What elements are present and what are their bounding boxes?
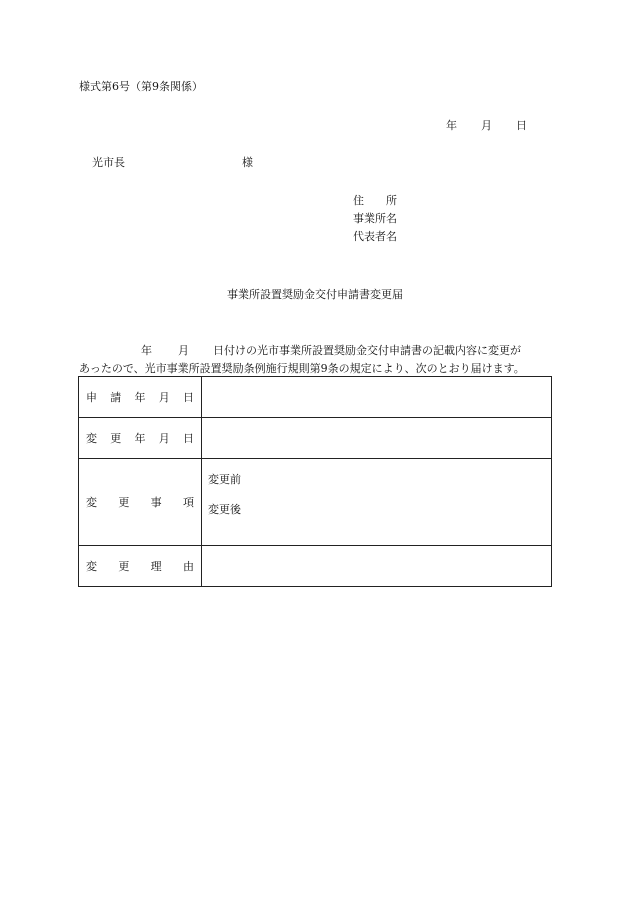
label-char: 月 (158, 432, 170, 445)
date-day: 日 (516, 119, 527, 132)
address-label-char: 所 (386, 194, 397, 207)
table-row-change-date (79, 418, 552, 459)
label-char: 年 (134, 391, 146, 404)
body-paragraph (79, 342, 553, 378)
change-form-table (78, 376, 552, 587)
label-char: 由 (182, 560, 194, 573)
label-char: 日 (183, 391, 194, 404)
body-month: 月 (178, 344, 189, 357)
before-change-label: 変更前 (208, 473, 241, 486)
table-row-change-reason (79, 546, 552, 587)
addressee-honorific: 様 (242, 156, 253, 169)
addressee-name: 光市長 (92, 156, 125, 169)
table-row-change-items (79, 459, 552, 546)
body-line-2: あったので、光市事業所設置奨励条例施行規則第9条の規定により、次のとおり届けます。 (79, 362, 525, 375)
application-date-label (79, 377, 202, 418)
change-reason-label (79, 546, 202, 587)
table-row-application-date (79, 377, 552, 418)
document-title: 事業所設置奨励金交付申請書変更届 (227, 288, 403, 301)
label-char: 月 (158, 391, 170, 404)
change-items-block (208, 465, 241, 525)
label-char: 理 (150, 560, 162, 573)
address-label-char: 住 (353, 194, 364, 207)
application-date-field[interactable] (202, 377, 552, 418)
label-char: 変 (86, 496, 97, 509)
change-date-label (79, 418, 202, 459)
date-line (446, 119, 527, 133)
body-line-1-text: 日付けの光市事業所設置奨励金交付申請書の記載内容に変更が (213, 344, 521, 357)
representative-label: 代表者名 (353, 230, 397, 243)
label-char: 更 (118, 560, 130, 573)
business-name-label: 事業所名 (353, 212, 397, 225)
label-char: 申 (86, 391, 97, 404)
label-char: 日 (183, 432, 194, 445)
label-char: 更 (110, 432, 122, 445)
label-char: 年 (134, 432, 146, 445)
label-char: 変 (86, 560, 97, 573)
body-line-1 (79, 342, 553, 360)
label-char: 変 (86, 432, 97, 445)
label-char: 更 (118, 496, 130, 509)
body-year: 年 (141, 344, 152, 357)
change-items-field[interactable] (202, 459, 552, 546)
form-number: 様式第6号（第9条関係） (79, 80, 203, 93)
applicant-block (353, 192, 397, 246)
label-char: 請 (110, 391, 122, 404)
change-items-label (79, 459, 202, 546)
change-date-field[interactable] (202, 418, 552, 459)
date-year: 年 (446, 119, 457, 132)
label-char: 事 (150, 496, 162, 509)
change-reason-field[interactable] (202, 546, 552, 587)
label-char: 項 (182, 496, 194, 509)
date-month: 月 (481, 119, 492, 132)
after-change-label: 変更後 (208, 503, 241, 516)
address-label (353, 192, 397, 210)
